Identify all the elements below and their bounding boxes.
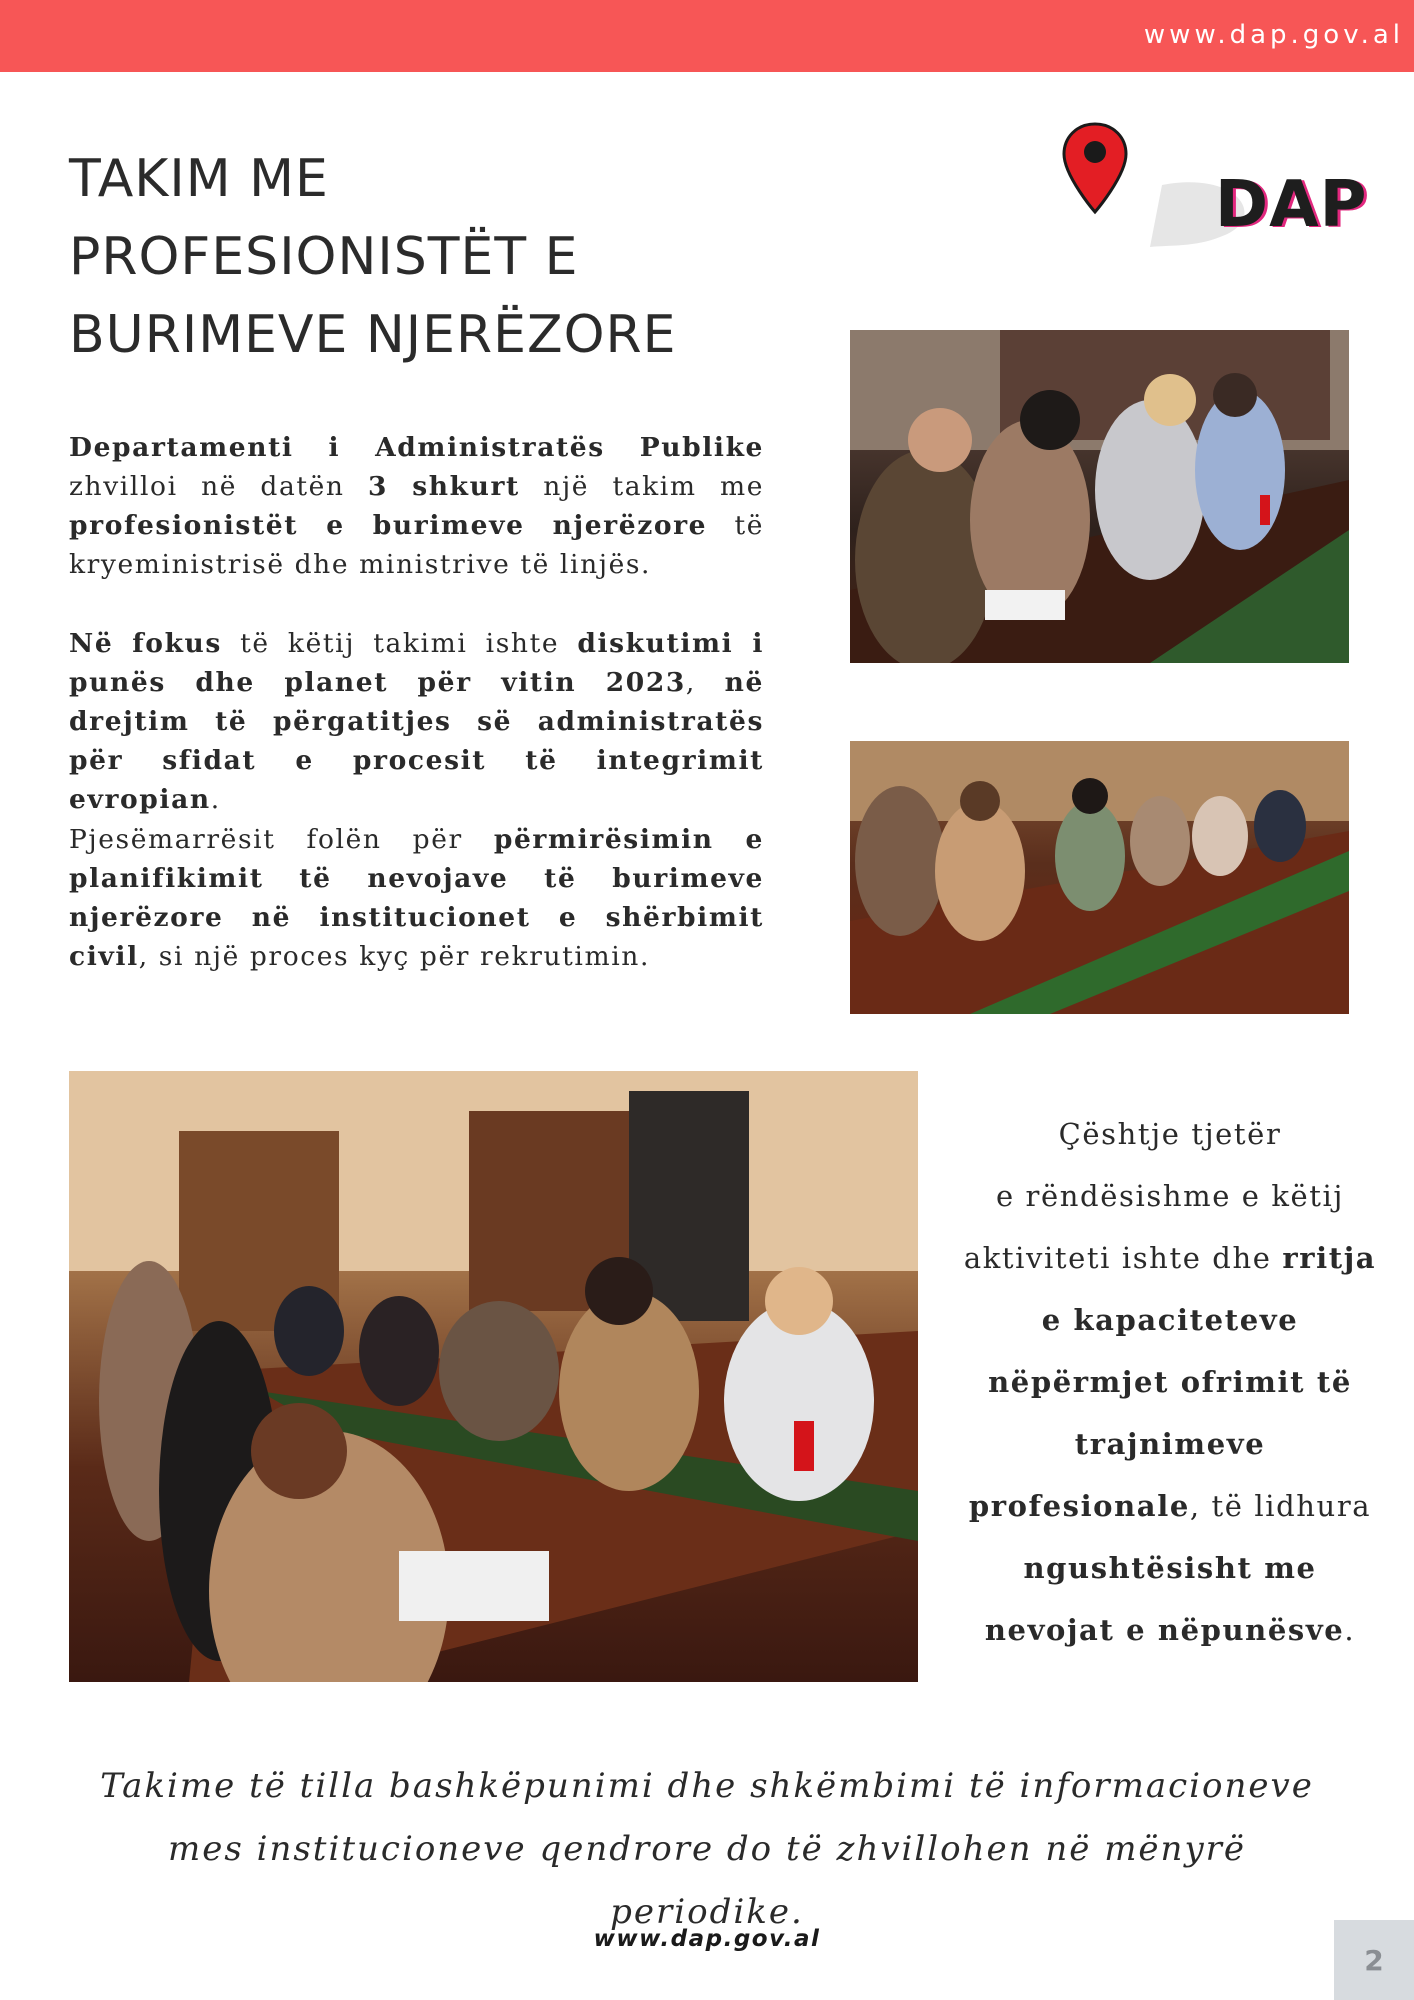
dap-logo — [1060, 120, 1380, 260]
text-run: , si një proces kyç për rekrutimin. — [138, 941, 650, 972]
text-bold: ngushtësisht me nevojat e nëpunësve — [984, 1551, 1345, 1647]
text-run: . — [1344, 1613, 1356, 1647]
meeting-photo-1 — [850, 330, 1349, 663]
text-bold: diskutimi i punës dhe planet për vitin 2023 — [69, 628, 764, 698]
focus-paragraph — [69, 624, 764, 819]
intro-paragraph — [69, 428, 764, 584]
text-run: , të lidhura — [1189, 1489, 1372, 1523]
text-bold: 3 shkurt — [368, 471, 520, 502]
closing-statement: Takime të tilla bashkëpunimi dhe shkëmbimi të informacioneve mes institucioneve qendrore do të zhvillohen në mënyrë periodike. — [100, 1766, 1314, 1932]
text-run: e rëndësishme e këtij aktiviteti ishte dhe — [963, 1179, 1345, 1275]
meeting-photo-3 — [69, 1071, 918, 1682]
text-bold: Departamenti i Administratës Publike — [69, 432, 764, 463]
header-url-link[interactable]: www.dap.gov.al — [1143, 20, 1404, 50]
text-bold: profesionistët e burimeve njerëzore — [69, 510, 708, 541]
text-run: të këtij takimi ishte — [221, 628, 578, 659]
text-run: , — [685, 667, 725, 698]
text-run: zhvilloi në datën — [69, 471, 368, 502]
meeting-photo-2 — [850, 741, 1349, 1014]
text-bold: Në fokus — [69, 628, 222, 659]
capacity-paragraph — [955, 1103, 1385, 1661]
text-run: një takim me — [519, 471, 764, 502]
page-number: 2 — [1334, 1920, 1414, 2000]
text-run: Pjesëmarrësit folën për — [69, 824, 494, 855]
participants-paragraph — [69, 820, 764, 976]
text-run: Çështje tjetër — [1058, 1117, 1282, 1151]
text-bold: në drejtim të përgatitjes së administratës për sfidat e procesit të integrimit evropian — [69, 667, 764, 815]
text-run: . — [210, 784, 221, 815]
text-bold: rritja e kapaciteteve nëpërmjet ofrimit të trajnimeve profesionale — [968, 1241, 1377, 1523]
text-bold: përmirësimin e planifikimit të nevojave të burimeve njerëzore në institucionet e shërbimit civil — [69, 824, 765, 972]
text-run: të kryeministrisë dhe ministrive të linjës. — [69, 510, 764, 580]
page-title: TAKIM ME PROFESIONISTËT E BURIMEVE NJERËZORE — [69, 149, 677, 365]
footer-url-link[interactable]: www.dap.gov.al — [593, 1926, 821, 1952]
header-bar — [0, 0, 1414, 72]
logo-text: DAP — [1215, 168, 1368, 242]
